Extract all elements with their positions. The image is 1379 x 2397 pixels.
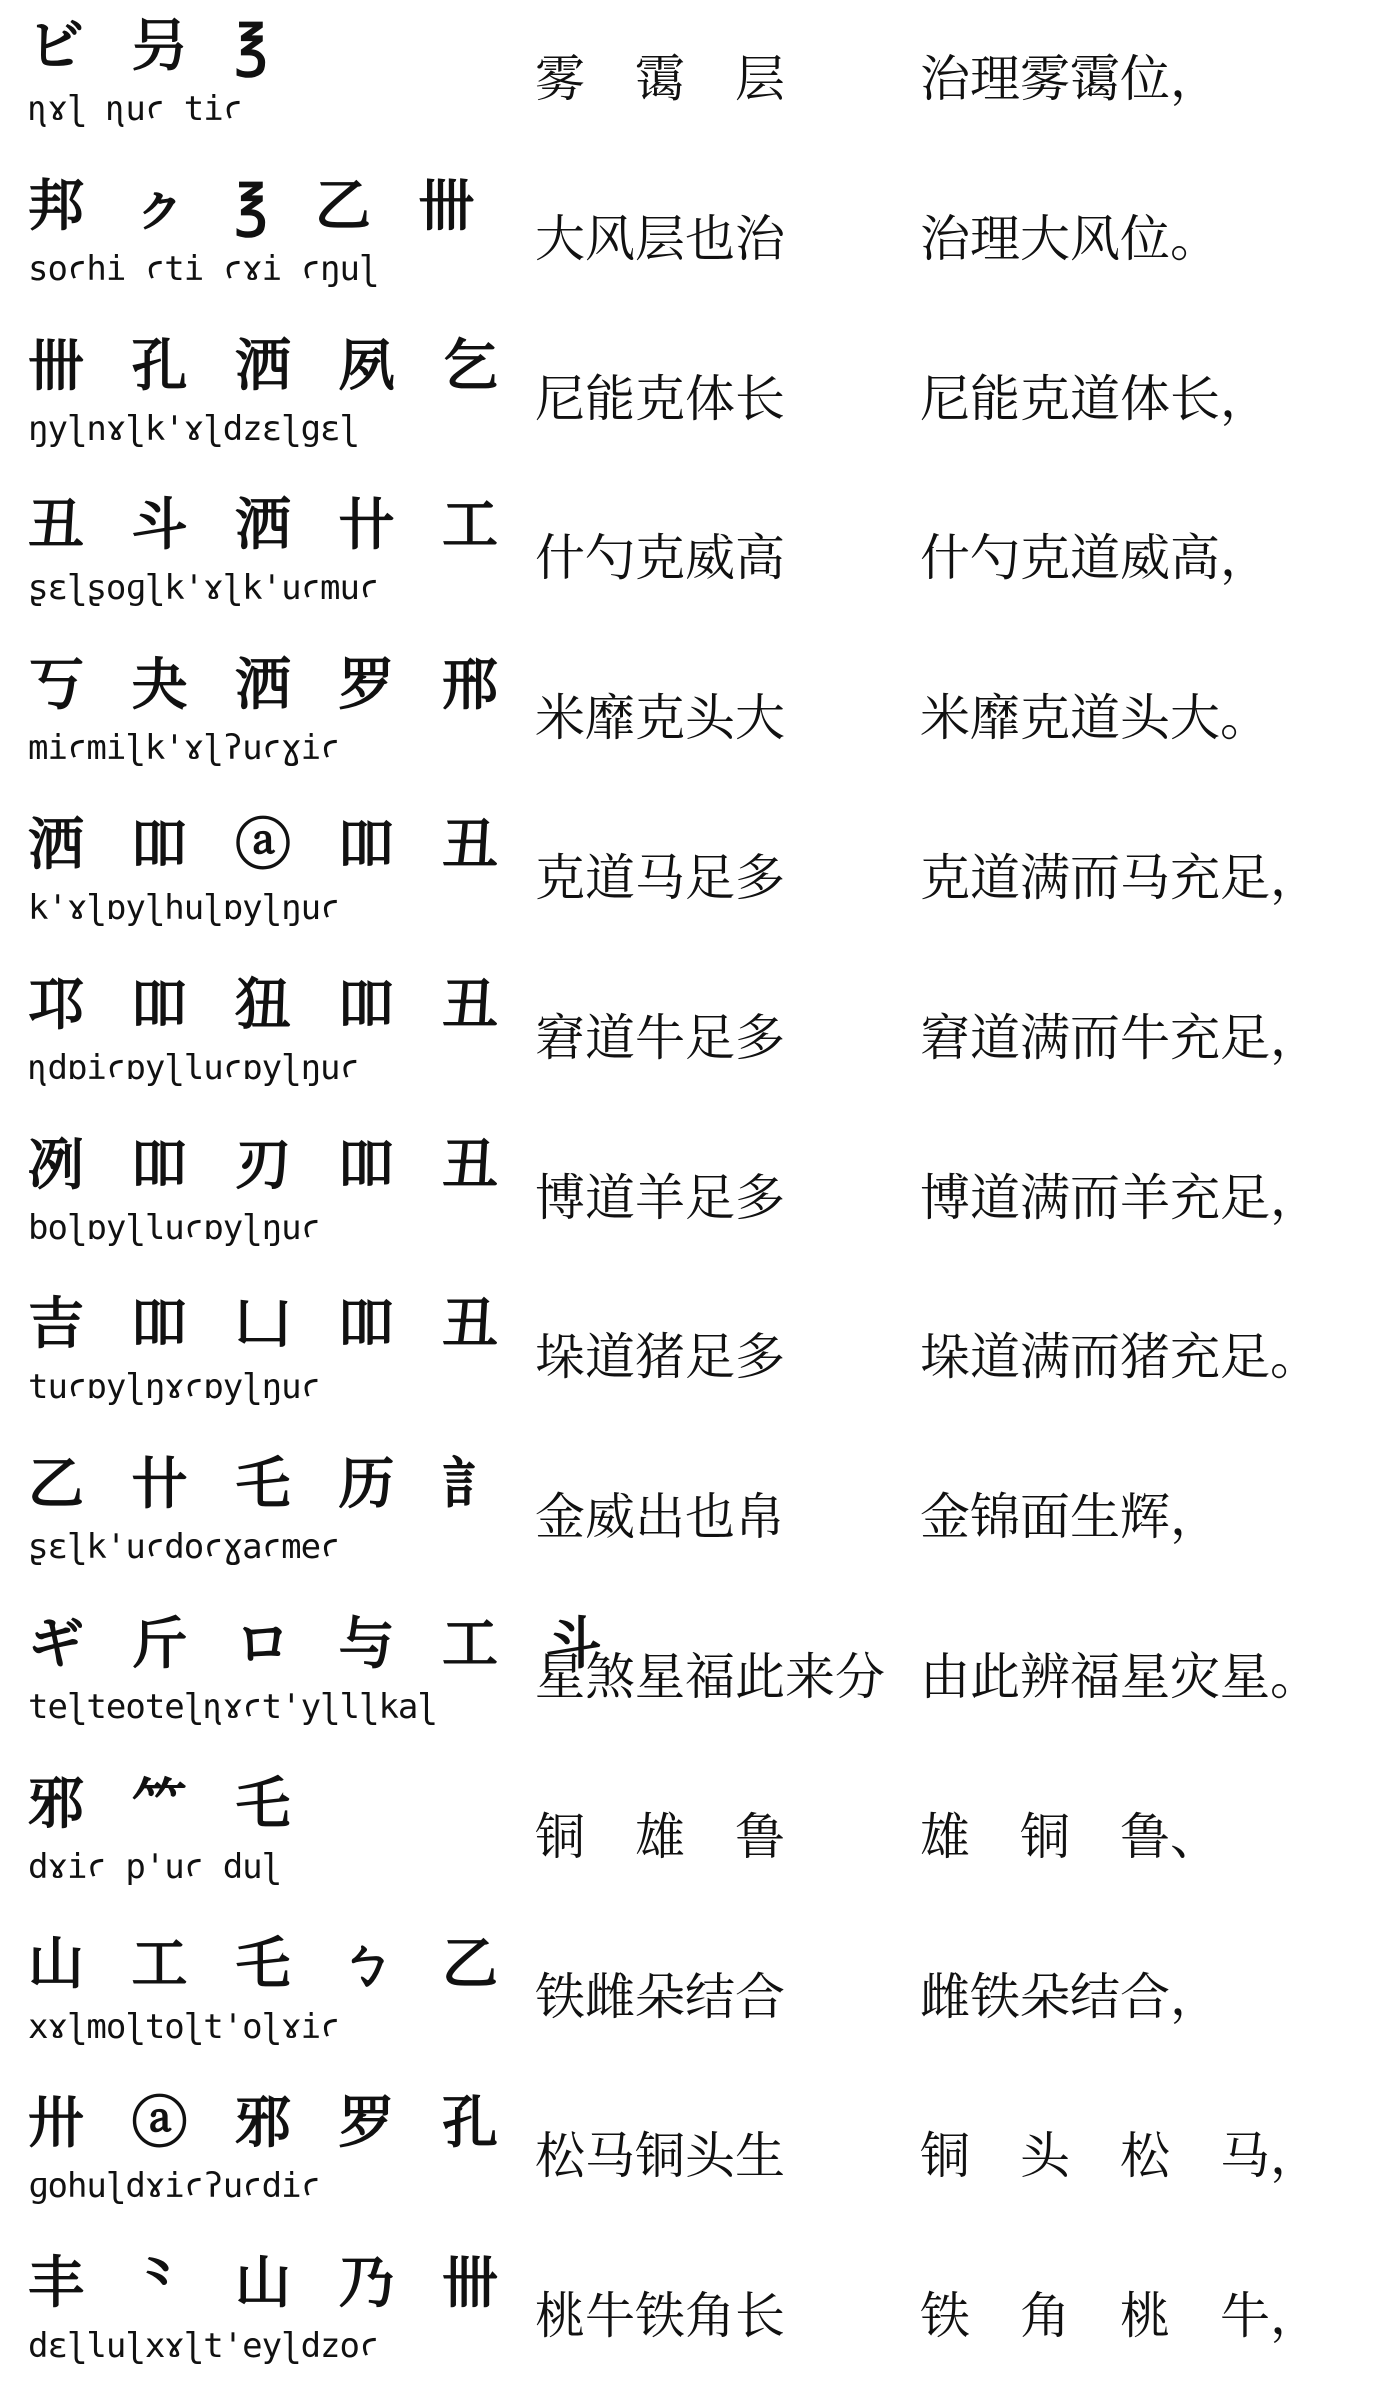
free-translation: 什勺克道威高， — [920, 529, 1270, 588]
original-script-line: 邪 ⺮ 乇 — [28, 1770, 305, 1837]
text-row — [0, 160, 1379, 320]
phonetic-transcription: boɭɒyɭluꜥɒyɭŋuꜥ — [28, 1207, 321, 1248]
literal-translation: 桃牛铁角长 — [535, 2287, 785, 2346]
text-row — [0, 1119, 1379, 1279]
free-translation: 雌铁朵结合， — [920, 1967, 1220, 2026]
original-script-line: 丑 斗 洒 卄 工 — [28, 492, 512, 559]
text-row — [0, 479, 1379, 639]
phonetic-transcription: ŋyɭnɤɭk'ɤɭdzɛɭgɛɭ — [28, 408, 359, 449]
original-script-line: 冽 吅 刃 吅 丑 — [28, 1131, 512, 1198]
literal-translation: 尼能克体长 — [535, 369, 785, 428]
free-translation: 金锦面生辉， — [920, 1488, 1220, 1547]
free-translation: 由此辨福星灾星。 — [920, 1647, 1320, 1706]
free-translation: 雄 铜 鲁、 — [920, 1807, 1220, 1866]
original-script-line: 丂 夬 洒 罗 邢 — [28, 652, 512, 719]
free-translation: 铁 角 桃 牛， — [920, 2287, 1320, 2346]
original-script-line: 吉 吅 ⼐ 吅 丑 — [28, 1291, 512, 1358]
phonetic-transcription: ɳdɒiꜥɒyɭluꜥɒyɭŋuꜥ — [28, 1047, 359, 1088]
text-row — [0, 1758, 1379, 1918]
text-row — [0, 320, 1379, 480]
literal-translation: 大风层也治 — [535, 209, 785, 268]
literal-translation: 星煞星福此来分 — [535, 1647, 885, 1706]
phonetic-transcription: ʂɛɭʂoɡɭk'ɤɭk'uꜥmuꜥ — [28, 568, 379, 609]
original-script-line: 邦 ㇰ ℥ 乙 卌 — [28, 172, 489, 239]
literal-translation: 金威出也帛 — [535, 1488, 785, 1547]
literal-translation: 什勺克威高 — [535, 529, 785, 588]
phonetic-transcription: tuꜥɒyɭŋɤꜥɒyɭŋuꜥ — [28, 1367, 321, 1408]
text-row — [0, 1918, 1379, 2078]
literal-translation: 垛道猪足多 — [535, 1328, 785, 1387]
text-row — [0, 799, 1379, 959]
original-script-line: ギ 斤 ロ 与 工 斗 — [28, 1610, 616, 1677]
free-translation: 尼能克道体长， — [920, 369, 1270, 428]
original-script-line: 卌 孔 洒 夙 乞 — [28, 332, 512, 399]
original-script-line: ビ 叧 ℥ — [28, 13, 282, 79]
literal-translation: 松马铜头生 — [535, 2127, 785, 2186]
text-row — [0, 2077, 1379, 2237]
text-row — [0, 1598, 1379, 1758]
text-row — [0, 639, 1379, 799]
phonetic-transcription: ɳɤɭ ɳuꜥ tiꜥ — [28, 89, 243, 129]
text-row — [0, 1278, 1379, 1438]
original-script-line: 丰 ⺀ 山 乃 卌 — [28, 2250, 512, 2317]
literal-translation: 铜 雄 鲁 — [535, 1807, 785, 1866]
text-row — [0, 0, 1379, 160]
phonetic-transcription: dɛɭluɭxɤɭt'eyɭdzoꜥ — [28, 2326, 379, 2367]
free-translation: 铜 头 松 马， — [920, 2127, 1320, 2186]
original-script-line: 邛 吅 狃 吅 丑 — [28, 971, 512, 1038]
original-script-line: 乙 卄 乇 历 訁 — [28, 1451, 512, 1518]
phonetic-transcription: miꜥmiɭk'ɤɭʔuꜥɣiꜥ — [28, 728, 340, 769]
free-translation: 窘道满而牛充足， — [920, 1008, 1320, 1067]
text-row — [0, 959, 1379, 1119]
text-row — [0, 1438, 1379, 1598]
literal-translation: 窘道牛足多 — [535, 1008, 785, 1067]
literal-translation: 铁雌朵结合 — [535, 1967, 785, 2026]
literal-translation: 克道马足多 — [535, 848, 785, 907]
phonetic-transcription: ɡohuɭdɤiꜥʔuꜥdiꜥ — [28, 2166, 321, 2207]
phonetic-transcription: teɭteoteɭɳɤꜥt'yɭlɭkaɭ — [28, 1686, 437, 1727]
original-script-line: 山 工 乇 ㄅ 乙 — [28, 1930, 512, 1997]
literal-translation: 米靡克头大 — [535, 689, 785, 748]
original-script-line: 卅 ⓐ 邪 罗 孔 — [28, 2090, 512, 2157]
phonetic-transcription: xɤɭmoɭtoɭt'oɭɤiꜥ — [28, 2006, 340, 2047]
free-translation: 克道满而马充足， — [920, 848, 1320, 907]
phonetic-transcription: k'ɤɭɒyɭhuɭɒyɭŋuꜥ — [28, 887, 340, 928]
free-translation: 垛道满而猪充足。 — [920, 1328, 1320, 1387]
text-row — [0, 2237, 1379, 2397]
original-script-line: 洒 吅 ⓐ 吅 丑 — [28, 811, 512, 878]
phonetic-transcription: ʂɛɭk'uꜥdoꜥɣaꜥmeꜥ — [28, 1527, 340, 1568]
phonetic-transcription: dɤiꜥ p'uꜥ duɭ — [28, 1846, 282, 1887]
free-translation: 治理大风位。 — [920, 209, 1220, 268]
free-translation: 米靡克道头大。 — [920, 689, 1270, 748]
literal-translation: 博道羊足多 — [535, 1168, 785, 1227]
free-translation: 治理雾霭位， — [920, 50, 1220, 108]
phonetic-transcription: soꜥhi ꜥti ꜥɤi ꜥŋuɭ — [28, 248, 379, 289]
free-translation: 博道满而羊充足， — [920, 1168, 1320, 1227]
literal-translation: 雾 霭 层 — [535, 50, 785, 108]
